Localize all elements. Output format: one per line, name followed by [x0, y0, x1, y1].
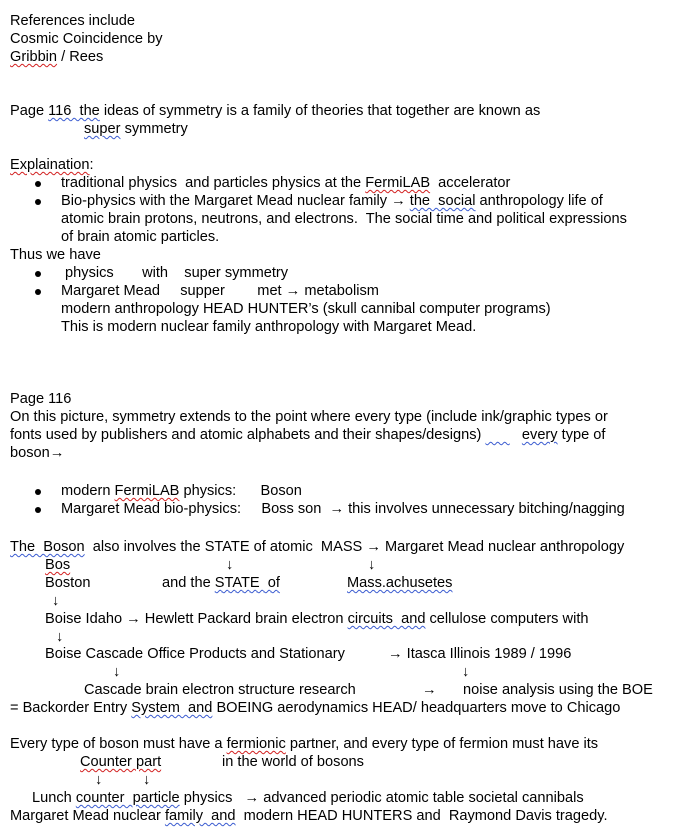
lunch-counter-line: [32, 789, 584, 807]
arrow-down-icon: ↓: [462, 664, 470, 680]
boston-word: Boston: [45, 575, 91, 591]
backorder-line: [10, 699, 620, 717]
text: Boise Idaho → Hewlett Packard brain electron: [45, 611, 348, 627]
grammar-mark-the-boson: The Boson: [10, 539, 85, 555]
spell-error-fermilab: FermiLAB: [365, 175, 431, 191]
last-line: [10, 807, 608, 825]
explanation-bullet-2-line-3: of brain atomic particles.: [61, 229, 220, 245]
bullet-icon: [35, 199, 41, 205]
text: type of: [557, 427, 606, 443]
reference-line-3: [10, 48, 103, 66]
bullet-icon: [35, 489, 41, 495]
text: Lunch: [32, 790, 76, 806]
page116-line-2: [84, 120, 188, 138]
text: traditional physics and particles physics at the: [61, 175, 366, 191]
explanation-bullet-2-line-2: atomic brain protons, neutrons, and electrons. The social time and political expressions: [61, 211, 627, 227]
grammar-mark-counter-particle: counter particle: [75, 790, 180, 806]
text: modern HEAD HUNTERS and Raymond Davis tragedy.: [235, 808, 608, 824]
bullet-icon: [35, 181, 41, 187]
spell-error-explaination: Explaination: [10, 157, 90, 173]
spacing: [510, 427, 522, 443]
fermion-line-1: [10, 735, 598, 753]
text: Margaret Mead nuclear: [10, 808, 165, 824]
reference-line-2: Cosmic Coincidence by: [10, 31, 163, 47]
arrow-down-icon: ↓: [95, 772, 103, 788]
text: also involves the STATE of atomic MASS → Margaret Mead nuclear anthropology: [84, 539, 625, 555]
grammar-mark-circuits-and: circuits and: [347, 611, 426, 627]
text: physics → advanced periodic atomic table societal cannibals: [179, 790, 584, 806]
colon: :: [89, 157, 94, 173]
grammar-mark-gap: ......: [485, 427, 510, 443]
massachusetts-word: [347, 574, 452, 592]
explanation-bullet-1: [61, 174, 510, 192]
boson-line-1: [10, 538, 624, 556]
spell-error-fermionic: fermionic: [226, 736, 286, 752]
grammar-mark-system-and: System and: [131, 700, 213, 716]
page116b-line-3: boson→: [10, 445, 65, 461]
reference-line-1: References include: [10, 13, 135, 29]
noise-analysis-line: noise analysis using the BOE: [463, 682, 653, 698]
page116-text: ideas of symmetry is a family of theories that together are known as: [99, 103, 541, 119]
text: physics: Boson: [179, 483, 302, 499]
bos-word: [45, 556, 70, 574]
cascade-research-line: Cascade brain electron structure research: [84, 682, 356, 698]
grammar-mark-super: super: [84, 121, 121, 137]
arrow-down-icon: ↓: [56, 629, 64, 645]
text: partner, and every type of fermion must have its: [285, 736, 599, 752]
grammar-mark-state-of: STATE of: [214, 575, 280, 591]
explanation-bullet-2: [61, 192, 603, 210]
arrow-down-icon: ↓: [143, 772, 151, 788]
text: fonts used by publishers and atomic alphabets and their shapes/designs): [10, 427, 486, 443]
explanation-bullet-4-line-2: modern anthropology HEAD HUNTER’s (skull cannibal computer programs): [61, 301, 551, 317]
text: anthropology life of: [475, 193, 603, 209]
bullet-icon: [35, 271, 41, 277]
bullet-icon: [35, 289, 41, 295]
page116-title: Page 116: [10, 391, 72, 407]
text: BOEING aerodynamics HEAD/ headquarters move to Chicago: [212, 700, 621, 716]
grammar-mark-every: every: [521, 427, 558, 443]
explanation-bullet-3: physics with super symmetry: [61, 265, 289, 281]
arrow-down-icon: ↓: [368, 557, 376, 573]
counter-part: [80, 753, 161, 771]
text: Every type of boson must have a: [10, 736, 227, 752]
spell-error-gribbin: Gribbin: [10, 49, 58, 65]
arrow-right-icon: →: [422, 682, 437, 698]
explanation-bullet-4-line-3: This is modern nuclear family anthropology with Margaret Mead.: [61, 319, 477, 335]
grammar-mark-the-social: the social: [409, 193, 476, 209]
boise-cascade-line: Boise Cascade Office Products and Stationary: [45, 646, 345, 662]
itasca-line: → Itasca Illinois 1989 / 1996: [388, 646, 572, 662]
arrow-down-icon: ↓: [52, 593, 60, 609]
boson-bullet-1: [61, 482, 302, 500]
grammar-mark-116-the: 116 the: [48, 103, 100, 119]
page-label: Page: [10, 103, 49, 119]
symmetry-text: symmetry: [120, 121, 188, 137]
explanation-heading: [10, 156, 94, 174]
text: = Backorder Entry: [10, 700, 132, 716]
arrow-down-icon: ↓: [226, 557, 234, 573]
spell-error-counter-part: Counter part: [80, 754, 162, 770]
text: cellulose computers with: [425, 611, 589, 627]
arrow-down-icon: ↓: [113, 664, 121, 680]
world-of-bosons: in the world of bosons: [222, 754, 364, 770]
grammar-mark-family-and: family and: [164, 808, 236, 824]
grammar-mark-mass: Mass.achusetes: [347, 575, 453, 591]
bullet-icon: [35, 507, 41, 513]
explanation-bullet-4: Margaret Mead supper met → metabolism: [61, 283, 379, 299]
page116b-line-2: [10, 426, 605, 444]
text: modern: [61, 483, 115, 499]
page116-line-1: [10, 102, 540, 120]
spell-error-bos: Bos: [45, 557, 71, 573]
state-of-phrase: [162, 574, 280, 592]
boson-bullet-2: Margaret Mead bio-physics: Boss son → this involves unnecessary bitching/nagging: [61, 501, 625, 517]
thus-we-have: Thus we have: [10, 247, 101, 263]
text: and the: [162, 575, 215, 591]
boise-idaho-line: [45, 610, 589, 628]
page116b-line-1: On this picture, symmetry extends to the point where every type (include ink/graphic types or: [10, 409, 608, 425]
spell-error-fermilab: FermiLAB: [114, 483, 180, 499]
text: accelerator: [430, 175, 511, 191]
text: Bio-physics with the Margaret Mead nuclear family →: [61, 193, 410, 209]
reference-rees: / Rees: [57, 49, 104, 65]
